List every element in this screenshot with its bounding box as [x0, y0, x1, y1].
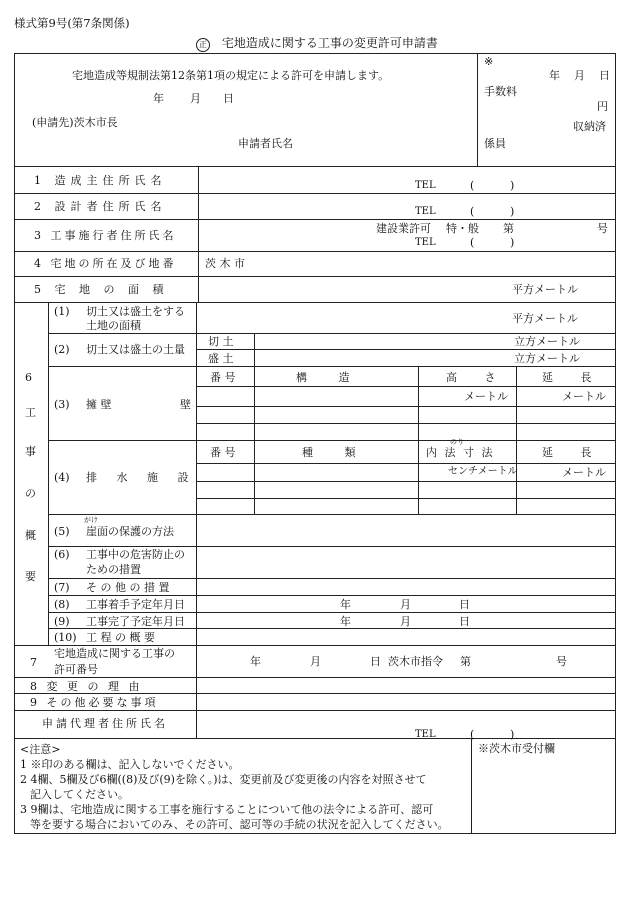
- note-3-line2: 等を要する場合においてのみ、その許可、認可等の手続の状況を記入してください。: [30, 818, 449, 831]
- agent-tel[interactable]: TEL: [415, 729, 436, 740]
- item-5-label: 崖面の保護の方法: [86, 525, 174, 538]
- wall-length-unit: メートル: [562, 390, 606, 403]
- item-1-label-line1: 切土又は盛土をする: [86, 305, 185, 318]
- row-2-tel[interactable]: TEL: [415, 206, 436, 217]
- yen-unit: 円: [597, 100, 608, 113]
- item-8-label: 工事着手予定年月日: [86, 598, 185, 611]
- end-date-year[interactable]: 年: [340, 615, 351, 628]
- license-no-suffix: 号: [597, 222, 608, 235]
- site-location-value[interactable]: 茨 木 市: [205, 257, 245, 270]
- row-1-label: 1 造成主住所氏名: [34, 174, 167, 187]
- item-10-label: 工 程 の 概 要: [86, 631, 155, 644]
- agent-paren-open: (: [470, 728, 475, 741]
- item-6-label-line2: ための措置: [86, 563, 141, 576]
- drain-header-length: 延 長: [542, 446, 604, 459]
- application-date-day[interactable]: 日: [223, 92, 234, 105]
- row-3-label: 3 工事施行者住所氏名: [34, 229, 177, 242]
- row-2-paren-close: ): [510, 205, 515, 218]
- row-3-paren-close: ): [510, 236, 515, 249]
- reception-label: ※茨木市受付欄: [478, 742, 555, 755]
- row-4-label: 4 宅地の所在及び地番: [34, 257, 177, 270]
- form-title-text: 宅地造成に関する工事の変更許可申請書: [221, 36, 438, 50]
- item-7-label: そ の 他 の 措 置: [86, 581, 170, 594]
- end-date-day[interactable]: 日: [459, 615, 470, 628]
- row-1-tel[interactable]: TEL: [415, 180, 436, 191]
- permit-no-suffix: 号: [556, 655, 567, 668]
- item-4-label: 排 水 施 設: [86, 471, 197, 484]
- fill-label: 盛 土: [208, 352, 234, 365]
- row-1-paren-close: ): [510, 179, 515, 192]
- drain-header-type: 種 類: [302, 446, 370, 459]
- license-no-prefix: 第: [503, 222, 514, 235]
- item-2-label: 切土又は盛土の土量: [86, 343, 185, 356]
- wall-header-length: 延 長: [542, 371, 604, 384]
- item-3-label-end: 壁: [180, 398, 191, 411]
- fee-label: 手数料: [484, 85, 517, 98]
- item-1-number: (1): [54, 305, 70, 318]
- agent-paren-close: ): [510, 728, 515, 741]
- agent-label: 申請代理者住所氏名: [42, 717, 168, 730]
- row-7-number: 7: [30, 656, 37, 669]
- note-1: 1 ※印のある欄は、記入しないでください。: [20, 758, 240, 771]
- fill-volume-unit: 立方メートル: [514, 352, 580, 365]
- original-seal-mark: 正: [196, 38, 210, 52]
- payment-received-label: 収納済: [573, 120, 606, 133]
- office-date-day: 日: [599, 69, 610, 82]
- row-2-paren-open: (: [470, 205, 475, 218]
- note-2-line1: 2 4欄、5欄及び6欄((8)及び(9)を除く。)は、変更前及び変更後の内容を対照させて: [20, 773, 427, 786]
- application-date-year[interactable]: 年: [153, 92, 164, 105]
- cut-label: 切 土: [208, 335, 234, 348]
- item-7-number: (7): [54, 581, 70, 594]
- ruby-nori: のり: [450, 438, 464, 446]
- form-title: [196, 37, 438, 52]
- note-3-line1: 3 9欄は、宅地造成に関する工事を施行することについて他の法令による許可、認可: [20, 803, 434, 816]
- item-2-number: (2): [54, 343, 70, 356]
- row-1-paren-open: (: [470, 179, 475, 192]
- permit-date-month[interactable]: 月: [310, 655, 321, 668]
- item-9-number: (9): [54, 615, 70, 628]
- application-date-month[interactable]: 月: [190, 92, 201, 105]
- section-6-label-char-3: の: [25, 487, 36, 500]
- start-date-year[interactable]: 年: [340, 598, 351, 611]
- permit-date-day[interactable]: 日: [370, 655, 381, 668]
- drain-header-number: 番 号: [210, 446, 236, 459]
- row-2-label: 2 設計者住所氏名: [34, 200, 167, 213]
- wall-height-unit: メートル: [464, 390, 508, 403]
- row-5-label: 5 宅 地 の 面 積: [34, 283, 169, 296]
- item-3-label: 擁 壁: [86, 398, 112, 411]
- permit-date-year[interactable]: 年: [250, 655, 261, 668]
- drain-header-inner-size: 内 法 寸 法: [426, 446, 495, 459]
- office-use-mark: ※: [484, 55, 494, 68]
- permit-issuer: 茨木市指令: [388, 655, 443, 668]
- wall-header-height: 高 さ: [446, 371, 508, 384]
- item-1-label-line2: 土地の面積: [86, 319, 141, 332]
- start-date-day[interactable]: 日: [459, 598, 470, 611]
- row-9-label: 9 その他必要な事項: [30, 696, 159, 709]
- construction-license-type[interactable]: 特・般: [446, 222, 479, 235]
- end-date-month[interactable]: 月: [400, 615, 411, 628]
- item-3-number: (3): [54, 398, 70, 411]
- clerk-label: 係員: [484, 137, 506, 150]
- construction-license-label: 建設業許可: [376, 222, 431, 235]
- form-number: 様式第9号(第7条関係): [14, 16, 130, 30]
- section-6-label-char-4: 概: [25, 529, 36, 542]
- addressee: (申請先)茨木市長: [32, 116, 118, 129]
- drain-size-unit: センチメートル: [448, 466, 518, 477]
- wall-header-structure: 構 造: [296, 371, 364, 384]
- item-4-number: (4): [54, 471, 70, 484]
- section-6-label-char-2: 事: [25, 445, 36, 458]
- row-3-paren-open: (: [470, 236, 475, 249]
- item-6-number: (6): [54, 548, 70, 561]
- notes-title: <注意>: [20, 743, 61, 756]
- item-6-label-line1: 工事中の危害防止の: [86, 548, 185, 561]
- cut-volume-unit: 立方メートル: [514, 335, 580, 348]
- row-7-label-line1: 宅地造成に関する工事の: [54, 647, 175, 660]
- site-area-unit: 平方メートル: [512, 283, 578, 296]
- application-statement: 宅地造成等規制法第12条第1項の規定による許可を申請します。: [72, 69, 390, 82]
- wall-header-number: 番 号: [210, 371, 236, 384]
- item-8-number: (8): [54, 598, 70, 611]
- row-8-label: 8 変 更 の 理 由: [30, 680, 143, 693]
- item-10-number: (10): [54, 631, 77, 644]
- row-3-tel[interactable]: TEL: [415, 237, 436, 248]
- item-1-unit: 平方メートル: [512, 312, 578, 325]
- section-6-label-char-1: 工: [25, 406, 36, 419]
- office-date-month: 月: [574, 69, 585, 82]
- item-5-number: (5): [54, 525, 70, 538]
- applicant-name-field[interactable]: 申請者氏名: [238, 137, 293, 150]
- item-9-label: 工事完了予定年月日: [86, 615, 185, 628]
- office-date-year: 年: [549, 69, 560, 82]
- ruby-gake: がけ: [84, 516, 98, 524]
- permit-no-prefix: 第: [460, 655, 471, 668]
- start-date-month[interactable]: 月: [400, 598, 411, 611]
- section-6-number: 6: [25, 371, 32, 384]
- drain-length-unit: メートル: [562, 466, 606, 479]
- note-2-line2: 記入してください。: [30, 788, 129, 801]
- row-7-label-line2: 許可番号: [54, 663, 98, 676]
- section-6-label-char-5: 要: [25, 570, 36, 583]
